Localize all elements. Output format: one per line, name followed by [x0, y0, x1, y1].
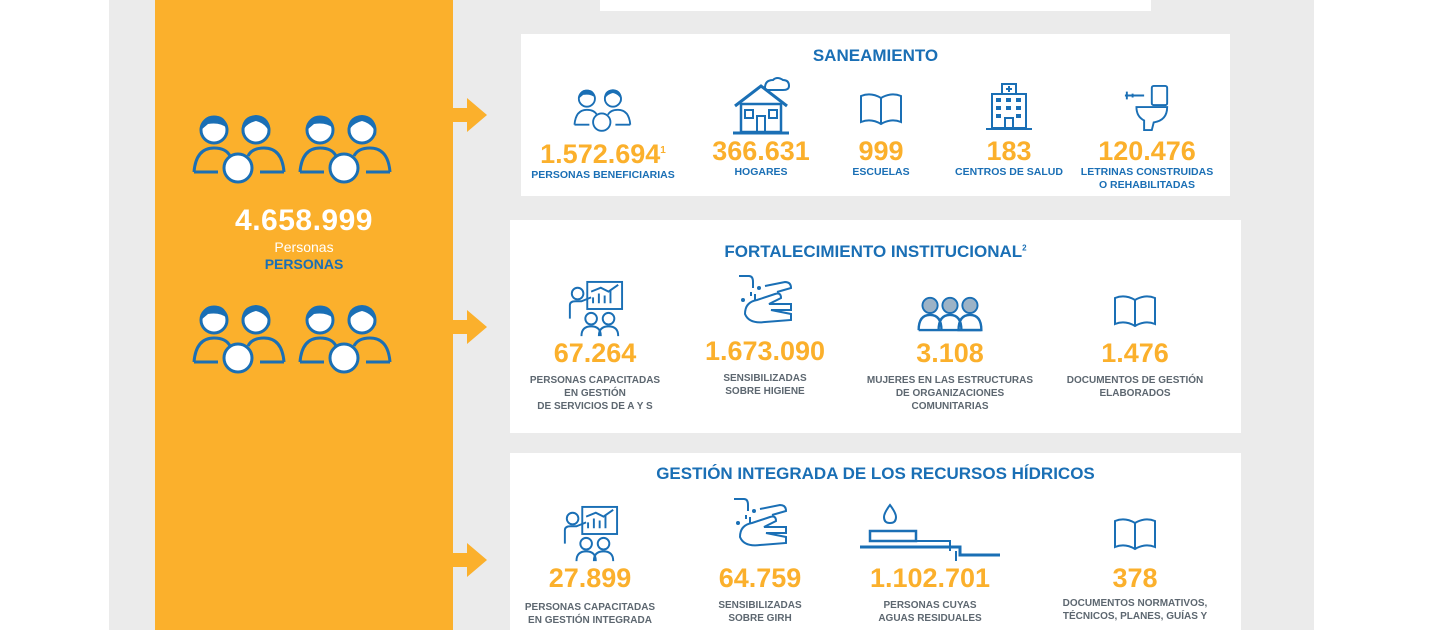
arrow-right-icon: [453, 310, 487, 344]
house-icon: [731, 76, 791, 136]
stat-label: PERSONAS CAPACITADAS EN GESTIÓN INTEGRADA: [524, 602, 656, 626]
wastewater-icon: [860, 503, 1000, 563]
stat-letrinas: [1077, 84, 1217, 192]
stat-sensibilizadas-girh: [685, 497, 835, 625]
stat-personas-capacitadas-girh: [515, 505, 665, 627]
total-label: PERSONAS: [264, 256, 344, 272]
stat-label: SENSIBILIZADAS SOBRE HIGIENE: [723, 373, 807, 397]
stat-value: 1.102.701: [869, 563, 991, 593]
training-icon: [565, 280, 625, 338]
stat-value: 64.759: [718, 563, 802, 593]
stat-label: DOCUMENTOS NORMATIVOS, TÉCNICOS, PLANES, GUÍAS Y: [1062, 598, 1208, 622]
stat-label: PERSONAS CAPACITADAS EN GESTIÓN DE SERVICIOS DE A Y S: [529, 375, 661, 412]
toilet-icon: [1123, 84, 1171, 132]
family-group-icon: [190, 300, 396, 380]
stat-value: 999: [858, 136, 904, 166]
stat-label: DOCUMENTOS DE GESTIÓN ELABORADOS: [1066, 375, 1204, 399]
people-group-icon: [572, 86, 634, 136]
stat-label: LETRINAS CONSTRUIDAS O REHABILITADAS: [1080, 166, 1214, 191]
card-title: FORTALECIMIENTO INSTITUCIONAL$^2$: [724, 242, 1027, 261]
stat-escuelas: [833, 92, 929, 179]
stat-label: ESCUELAS: [852, 166, 910, 178]
stat-value: 1.673.090: [704, 336, 826, 366]
card-title: GESTIÓN INTEGRADA DE LOS RECURSOS HÍDRICOS: [656, 464, 1095, 483]
stat-label: SENSIBILIZADAS SOBRE GIRH: [718, 600, 802, 624]
stat-sensibilizadas-higiene: [690, 274, 840, 398]
family-group-icon: [190, 110, 396, 190]
stat-documentos-gestion: [1060, 294, 1210, 400]
stat-label: HOGARES: [734, 166, 788, 178]
stat-value: 27.899: [548, 563, 632, 593]
stat-mujeres-organizaciones: [860, 294, 1040, 413]
stat-label: PERSONAS CUYAS AGUAS RESIDUALES: [878, 600, 982, 624]
hospital-icon: [984, 82, 1034, 132]
saneamiento-card: [521, 34, 1230, 196]
stat-value: 67.264: [553, 338, 637, 368]
girh-card: [510, 453, 1241, 630]
arrow-right-icon: [453, 543, 487, 577]
stat-label: PERSONAS BENEFICIARIAS: [531, 169, 675, 181]
training-icon: [560, 505, 620, 563]
handwashing-icon: [735, 274, 795, 334]
book-icon: [859, 92, 903, 126]
stat-centros-salud: [939, 82, 1079, 179]
women-group-icon: [916, 294, 984, 332]
book-icon: [1113, 517, 1157, 551]
stat-documentos-normativos: [1055, 517, 1215, 623]
stat-value: 366.631: [712, 136, 810, 166]
stat-label: MUJERES EN LAS ESTRUCTURAS DE ORGANIZACIONES COMUNITARIAS: [866, 375, 1034, 412]
stat-value: 1.476: [1101, 338, 1169, 368]
stat-value: 1.572.694$^1$: [540, 139, 666, 169]
stat-personas-beneficiarias: [521, 86, 685, 182]
stat-value: 183: [986, 136, 1032, 166]
arrow-right-icon: [453, 98, 487, 132]
stat-value: 3.108: [916, 338, 984, 368]
stat-label: CENTROS DE SALUD: [955, 166, 1063, 178]
book-icon: [1113, 294, 1157, 328]
stat-aguas-residuales: [850, 503, 1010, 625]
total-sub: Personas: [274, 239, 334, 255]
previous-card-bottom: [600, 0, 1151, 11]
total-value: 4.658.999: [235, 204, 373, 237]
fortalecimiento-card: [510, 220, 1241, 433]
stat-personas-capacitadas: [520, 280, 670, 413]
handwashing-icon: [730, 497, 790, 557]
stat-value: 378: [1112, 563, 1158, 593]
stat-hogares: [691, 76, 831, 179]
stat-value: 120.476: [1098, 136, 1196, 166]
card-title: SANEAMIENTO: [812, 46, 939, 65]
